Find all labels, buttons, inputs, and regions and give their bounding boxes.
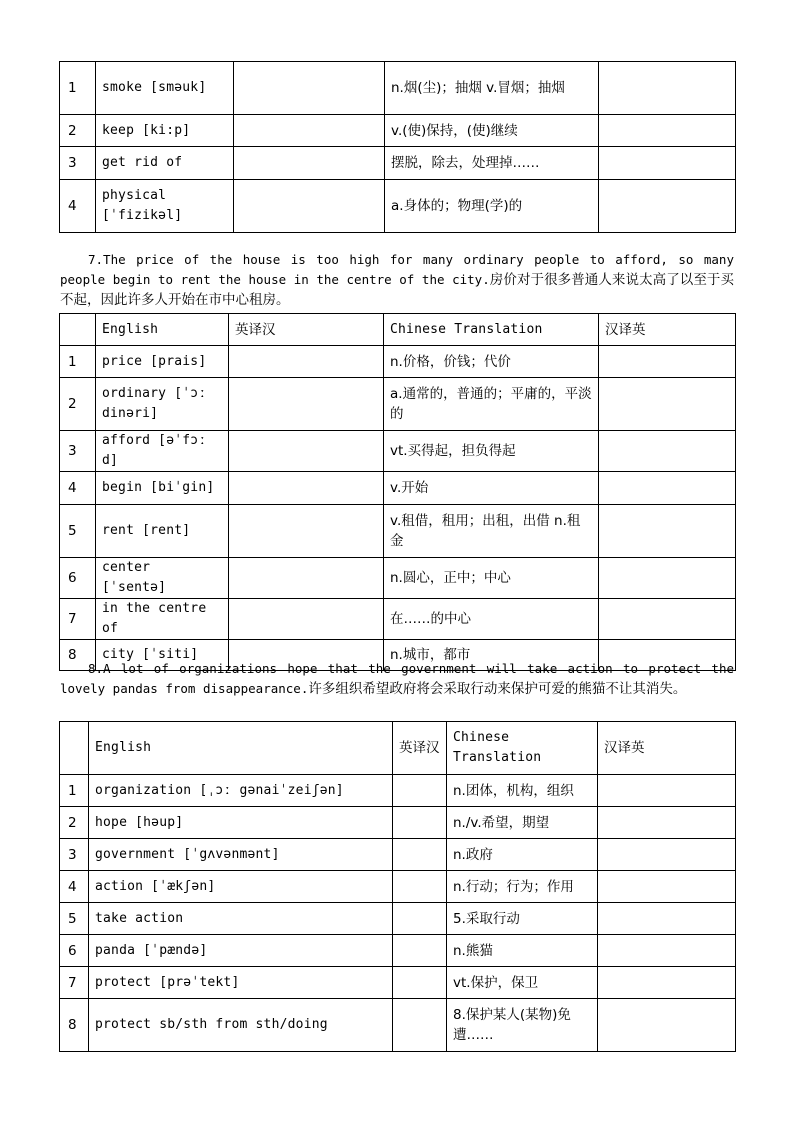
header-english: English [89,722,393,775]
row-number: 5 [60,903,89,935]
row-number: 4 [60,472,96,505]
cn-to-en-blank [599,505,736,558]
cn-to-en-blank [599,147,736,180]
en-to-cn-blank [234,147,385,180]
table7-row [60,558,736,599]
chinese-translation: vt.保护，保卫 [447,967,598,999]
english-word: price [prais] [96,346,229,378]
cn-to-en-blank [598,871,736,903]
chinese-translation: n.熊猫 [447,935,598,967]
en-to-cn-blank [393,871,447,903]
chinese-translation: vt.买得起，担负得起 [384,431,599,472]
cn-to-en-blank [598,999,736,1052]
en-to-cn-blank [229,346,384,378]
en-to-cn-blank [229,599,384,640]
table6-row [60,62,736,115]
cn-to-en-blank [599,558,736,599]
table8-row [60,999,736,1052]
chinese-translation: n.团体，机构，组织 [447,775,598,807]
table6-row [60,115,736,147]
chinese-translation: v.开始 [384,472,599,505]
english-word: government [ˈgʌvənmənt] [89,839,393,871]
en-to-cn-blank [229,505,384,558]
vocab-table-6-body [60,62,736,233]
header-english: English [96,314,229,346]
chinese-translation: v.租借，租用；出租，出借 n.租金 [384,505,599,558]
table8-row [60,967,736,999]
row-number: 2 [60,807,89,839]
table7-row [60,346,736,378]
cn-to-en-blank [598,807,736,839]
table7-row [60,505,736,558]
sentence-7-english: 7.The price of the house is too high for many ordinary people to afford, so many people begin to rent the house in the centre of the city. [60,252,734,287]
chinese-translation: a.身体的；物理(学)的 [385,180,599,233]
en-to-cn-blank [234,62,385,115]
chinese-translation: 摆脱，除去，处理掉…… [385,147,599,180]
header-number [60,722,89,775]
table6-row [60,180,736,233]
row-number: 2 [60,115,96,147]
cn-to-en-blank [599,115,736,147]
chinese-translation: n./v.希望，期望 [447,807,598,839]
chinese-translation: 5.采取行动 [447,903,598,935]
cn-to-en-blank [599,431,736,472]
vocab-table-7-header [60,314,736,346]
sentence-7-chinese: 房价对于很多普通人来说太高了以至于买不起，因此许多人开始在市中心租房。 [60,272,734,308]
english-word: keep [ki:p] [96,115,234,147]
sentence-8-english: 8.A lot of organizations hope that the government will take action to protect the lovely pandas from disappearance. [60,661,734,696]
vocab-table-7-body [60,346,736,671]
english-word: physical [ˈfizikəl] [96,180,234,233]
vocab-table-6 [59,61,736,233]
table6-row [60,147,736,180]
english-word: protect [prəˈtekt] [89,967,393,999]
header-en-to-cn: 英译汉 [393,722,447,775]
table8-row [60,903,736,935]
vocab-table-7 [59,313,736,671]
en-to-cn-blank [393,775,447,807]
chinese-translation: 8.保护某人(某物)免遭…… [447,999,598,1052]
english-word: in the centre of [96,599,229,640]
table8-row [60,775,736,807]
cn-to-en-blank [599,472,736,505]
en-to-cn-blank [229,431,384,472]
english-word: smoke [sməuk] [96,62,234,115]
en-to-cn-blank [393,967,447,999]
row-number: 3 [60,147,96,180]
row-number: 8 [60,999,89,1052]
english-word: protect sb/sth from sth/doing [89,999,393,1052]
chinese-translation: n.政府 [447,839,598,871]
en-to-cn-blank [229,472,384,505]
vocab-table-8-header [60,722,736,775]
cn-to-en-blank [599,180,736,233]
row-number: 6 [60,935,89,967]
table7-row [60,378,736,431]
chinese-translation: v.(使)保持，(使)继续 [385,115,599,147]
en-to-cn-blank [393,839,447,871]
cn-to-en-blank [598,903,736,935]
row-number: 5 [60,505,96,558]
header-cn-to-en: 汉译英 [598,722,736,775]
english-word: begin [biˈgin] [96,472,229,505]
chinese-translation: n.价格，价钱；代价 [384,346,599,378]
en-to-cn-blank [393,903,447,935]
header-cn-to-en: 汉译英 [599,314,736,346]
table8-row [60,935,736,967]
cn-to-en-blank [598,967,736,999]
header-chinese-translation: Chinese Translation [447,722,598,775]
table7-row [60,599,736,640]
en-to-cn-blank [393,807,447,839]
chinese-translation: n.圆心，正中；中心 [384,558,599,599]
english-word: organization [ˌɔː gənaiˈzeiʃən] [89,775,393,807]
cn-to-en-blank [598,839,736,871]
en-to-cn-blank [234,180,385,233]
table7-row [60,431,736,472]
chinese-translation: n.城市，都市 [384,640,599,671]
cn-to-en-blank [599,599,736,640]
en-to-cn-blank [393,935,447,967]
en-to-cn-blank [234,115,385,147]
sentence-8-chinese: 许多组织希望政府将会采取行动来保护可爱的熊猫不让其消失。 [308,681,687,697]
row-number: 2 [60,378,96,431]
en-to-cn-blank [229,378,384,431]
row-number: 1 [60,62,96,115]
chinese-translation: 在……的中心 [384,599,599,640]
en-to-cn-blank [393,999,447,1052]
header-chinese-translation: Chinese Translation [384,314,599,346]
row-number: 3 [60,431,96,472]
chinese-translation: n.烟(尘)；抽烟 v.冒烟；抽烟 [385,62,599,115]
english-word: hope [həup] [89,807,393,839]
cn-to-en-blank [598,935,736,967]
english-word: city [ˈsiti] [96,640,229,671]
vocab-table-8 [59,721,736,1052]
english-word: take action [89,903,393,935]
table8-row [60,807,736,839]
en-to-cn-blank [229,558,384,599]
table7-row [60,472,736,505]
sentence-8 [60,659,734,699]
cn-to-en-blank [599,378,736,431]
row-number: 6 [60,558,96,599]
cn-to-en-blank [599,62,736,115]
cn-to-en-blank [599,346,736,378]
row-number: 4 [60,180,96,233]
english-word: panda [ˈpændə] [89,935,393,967]
english-word: rent [rent] [96,505,229,558]
vocab-table-8-body [60,775,736,1052]
row-number: 3 [60,839,89,871]
row-number: 8 [60,640,96,671]
sentence-7 [60,250,734,310]
row-number: 7 [60,599,96,640]
english-word: afford [əˈfɔː d] [96,431,229,472]
header-row [60,314,736,346]
header-row [60,722,736,775]
english-word: center [ˈsentə] [96,558,229,599]
row-number: 4 [60,871,89,903]
english-word: get rid of [96,147,234,180]
row-number: 7 [60,967,89,999]
cn-to-en-blank [598,775,736,807]
row-number: 1 [60,775,89,807]
header-en-to-cn: 英译汉 [229,314,384,346]
header-number [60,314,96,346]
table8-row [60,871,736,903]
english-word: action [ˈækʃən] [89,871,393,903]
english-word: ordinary [ˈɔː dinəri] [96,378,229,431]
chinese-translation: n.行动；行为；作用 [447,871,598,903]
chinese-translation: a.通常的，普通的；平庸的，平淡的 [384,378,599,431]
table8-row [60,839,736,871]
row-number: 1 [60,346,96,378]
